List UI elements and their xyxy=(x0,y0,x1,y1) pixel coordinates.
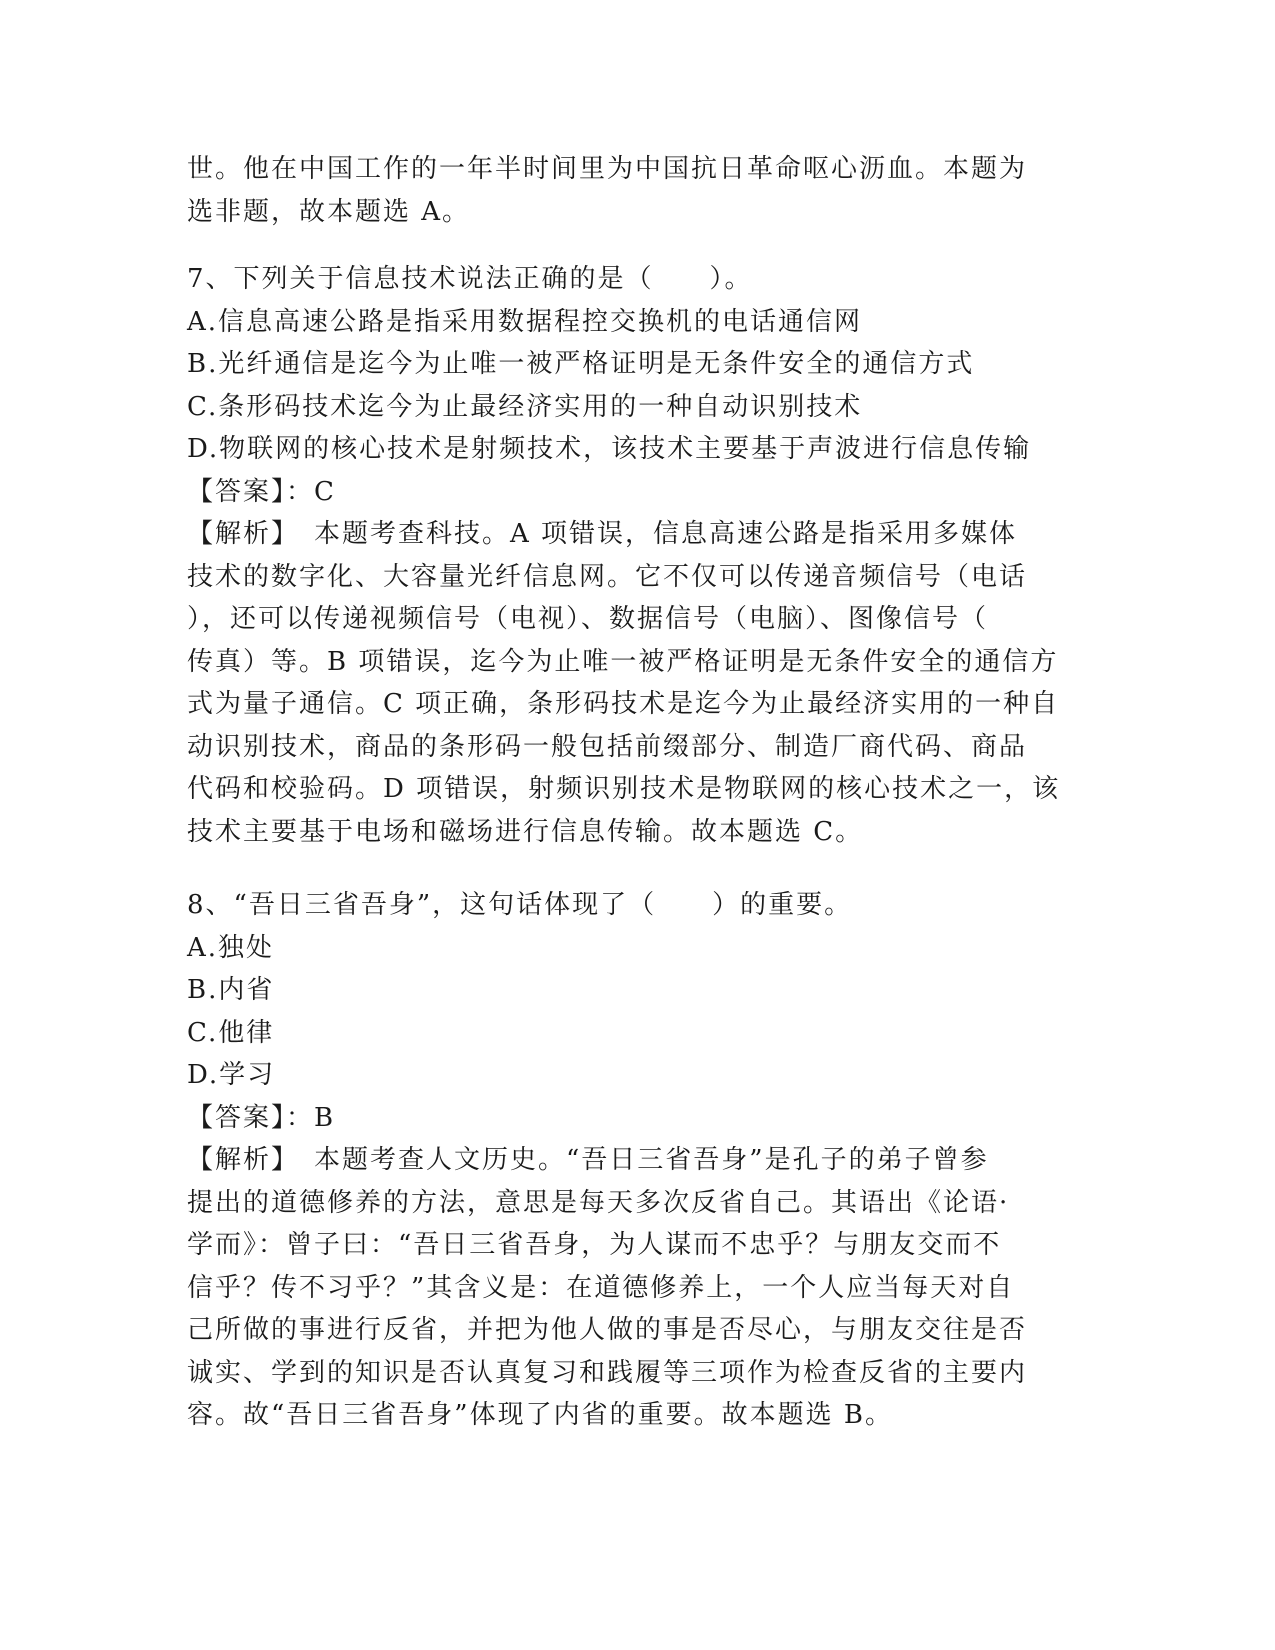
question-7 xyxy=(187,258,1087,853)
analysis-line: 诚实、学到的知识是否认真复习和践履等三项作为检查反省的主要内 xyxy=(187,1357,1028,1388)
analysis-line: 容。故“吾日三省吾身”体现了内省的重要。故本题选 B。 xyxy=(187,1400,893,1430)
analysis-line: 技术主要基于电场和磁场进行信息传输。故本题选 C。 xyxy=(187,816,864,847)
answer-line: 【答案】：C xyxy=(187,476,336,507)
option-a: A.信息高速公路是指采用数据程控交换机的电话通信网 xyxy=(187,306,863,337)
option-b: B.内省 xyxy=(187,975,275,1005)
analysis-line: ），还可以传递视频信号（电视）、数据信号（电脑）、图像信号（ xyxy=(187,604,989,634)
analysis-line: 己所做的事进行反省，并把为他人做的事是否尽心，与朋友交往是否 xyxy=(187,1315,1028,1345)
analysis-line: 式为量子通信。C 项正确，条形码技术是迄今为止最经济实用的一种自 xyxy=(187,689,1060,719)
analysis-line: 技术的数字化、大容量光纤信息网。它不仅可以传递音频信号（电话 xyxy=(187,561,1028,592)
analysis-line: 学而》：曾子曰：“吾日三省吾身，为人谋而不忠乎？与朋友交而不 xyxy=(187,1230,1002,1260)
analysis-line: 【解析】 本题考查科技。A 项错误，信息高速公路是指采用多媒体 xyxy=(187,519,1018,549)
option-d: D.学习 xyxy=(187,1060,276,1090)
text-line: 世。他在中国工作的一年半时间里为中国抗日革命呕心沥血。本题为 xyxy=(187,154,1028,184)
option-c: C.条形码技术迄今为止最经济实用的一种自动识别技术 xyxy=(187,391,863,422)
question-stem: 8、“吾日三省吾身”，这句话体现了（ ）的重要。 xyxy=(187,890,853,920)
option-d: D.物联网的核心技术是射频技术，该技术主要基于声波进行信息传输 xyxy=(187,434,1032,464)
analysis-line: 【解析】 本题考查人文历史。“吾日三省吾身”是孔子的弟子曾参 xyxy=(187,1145,989,1175)
analysis-line: 提出的道德修养的方法，意思是每天多次反省自己。其语出《论语· xyxy=(187,1187,1010,1218)
text-line: 选非题，故本题选 A。 xyxy=(187,196,471,227)
previous-analysis-continuation xyxy=(187,148,1087,233)
option-c: C.他律 xyxy=(187,1017,275,1048)
option-a: A.独处 xyxy=(187,932,275,963)
question-8 xyxy=(187,884,1087,1437)
answer-line: 【答案】：B xyxy=(187,1102,336,1133)
option-b: B.光纤通信是迄今为止唯一被严格证明是无条件安全的通信方式 xyxy=(187,349,975,379)
document-page xyxy=(187,148,1087,1437)
analysis-line: 动识别技术，商品的条形码一般包括前缀部分、制造厂商代码、商品 xyxy=(187,731,1028,762)
question-stem: 7、下列关于信息技术说法正确的是（ ）。 xyxy=(187,264,753,294)
analysis-line: 信乎？传不习乎？”其含义是：在道德修养上，一个人应当每天对自 xyxy=(187,1272,1015,1303)
analysis-line: 代码和校验码。D 项错误，射频识别技术是物联网的核心技术之一，该 xyxy=(187,774,1061,804)
analysis-line: 传真）等。B 项错误，迄今为止唯一被严格证明是无条件安全的通信方 xyxy=(187,646,1059,677)
